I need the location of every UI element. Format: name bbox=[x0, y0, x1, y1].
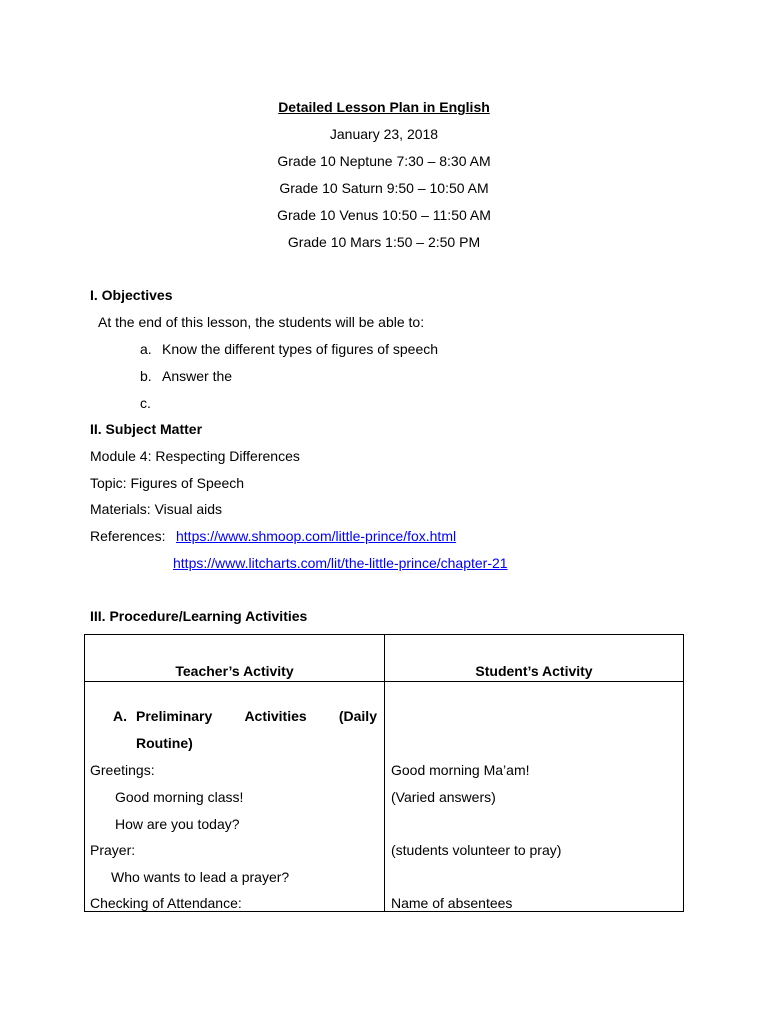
section-heading bbox=[136, 707, 377, 725]
teacher-greetings-label: Greetings: bbox=[90, 762, 155, 778]
module-line: Module 4: Respecting Differences bbox=[90, 448, 300, 464]
section-marker: A. bbox=[113, 708, 127, 724]
activities-table bbox=[84, 634, 684, 912]
objectives-heading: I. Objectives bbox=[90, 287, 173, 303]
student-varied-answers: (Varied answers) bbox=[391, 789, 496, 805]
student-absentees: Name of absentees bbox=[391, 895, 513, 911]
teacher-question: How are you today? bbox=[115, 816, 240, 832]
student-prayer-response: (students volunteer to pray) bbox=[391, 842, 562, 858]
schedule-line: Grade 10 Neptune 7:30 – 8:30 AM bbox=[277, 153, 491, 169]
list-item: Know the different types of figures of speech bbox=[162, 341, 439, 357]
list-item: Answer the bbox=[162, 368, 233, 384]
references-label: References: bbox=[90, 528, 166, 544]
column-header-student: Student’s Activity bbox=[475, 663, 593, 679]
reference-link[interactable]: https://www.litcharts.com/lit/the-little-prince/chapter-21 bbox=[173, 555, 508, 571]
document-title: Detailed Lesson Plan in English bbox=[278, 99, 490, 115]
section-heading-word: (Daily bbox=[338, 708, 377, 724]
student-greeting-reply: Good morning Ma’am! bbox=[391, 762, 530, 778]
schedule-line: Grade 10 Mars 1:50 – 2:50 PM bbox=[287, 234, 481, 250]
table-divider bbox=[85, 681, 683, 682]
teacher-attendance-label: Checking of Attendance: bbox=[90, 895, 242, 911]
schedule-line: Grade 10 Saturn 9:50 – 10:50 AM bbox=[279, 180, 489, 196]
reference-link[interactable]: https://www.shmoop.com/little-prince/fox.html bbox=[176, 528, 457, 544]
list-marker: b. bbox=[140, 368, 152, 384]
materials-line: Materials: Visual aids bbox=[90, 501, 223, 517]
topic-line: Topic: Figures of Speech bbox=[90, 475, 245, 491]
schedule-line: Grade 10 Venus 10:50 – 11:50 AM bbox=[277, 207, 491, 223]
section-heading-word: Preliminary bbox=[136, 708, 213, 724]
objectives-intro: At the end of this lesson, the students will be able to: bbox=[98, 314, 425, 330]
section-heading-word: Activities bbox=[244, 708, 307, 724]
subject-matter-heading: II. Subject Matter bbox=[90, 421, 203, 437]
list-marker: c. bbox=[140, 395, 151, 411]
teacher-prayer-prompt: Who wants to lead a prayer? bbox=[111, 869, 290, 885]
section-heading-continuation: Routine) bbox=[136, 735, 193, 751]
teacher-greeting: Good morning class! bbox=[115, 789, 244, 805]
procedure-heading: III. Procedure/Learning Activities bbox=[90, 608, 308, 624]
column-header-teacher: Teacher’s Activity bbox=[175, 663, 294, 679]
list-marker: a. bbox=[140, 341, 152, 357]
teacher-prayer-label: Prayer: bbox=[90, 842, 136, 858]
lesson-date: January 23, 2018 bbox=[329, 126, 439, 142]
